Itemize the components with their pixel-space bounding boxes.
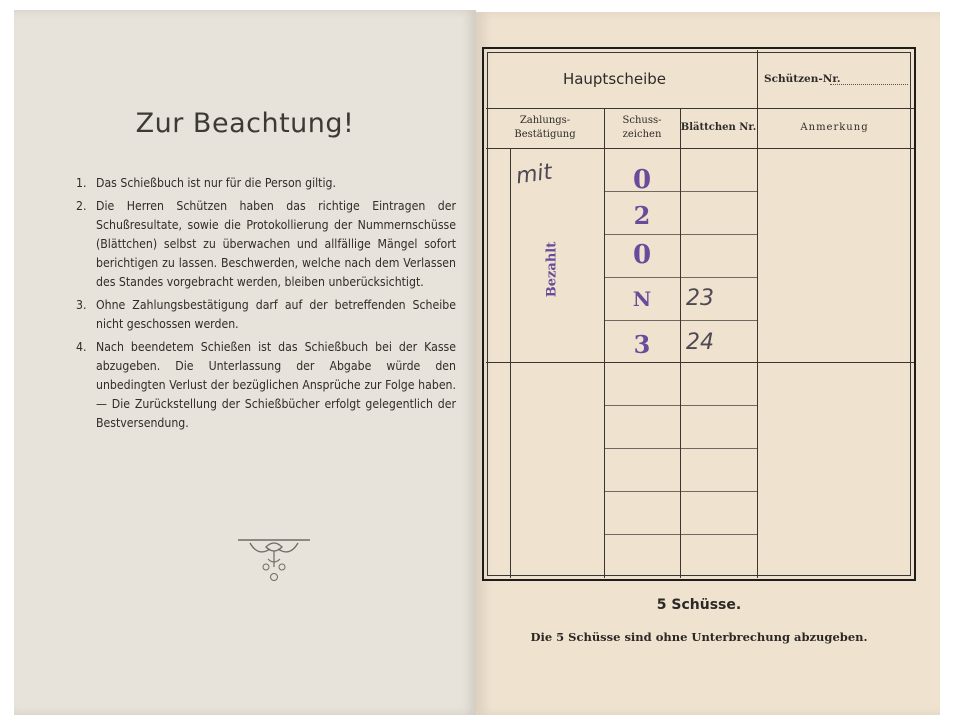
- rule-item: 1. Das Schießbuch ist nur für die Person giltig.: [76, 176, 336, 190]
- footer-title: 5 Schüsse.: [656, 597, 742, 613]
- rule-text: Das Schießbuch ist nur für die Person giltig.: [96, 176, 336, 190]
- divider-line: [486, 362, 914, 363]
- rule-item: 4. Nach beendetem Schießen ist das Schießbuch bei der Kasse abzugeben. Die Unterlassung der Abgabe würde den unbedingten Verlust der bezüglichen Ansprüche zur Folge haben. — Die Zurückstellung der Schießbücher erfolgt gelegentlich der Bestversendung.: [76, 340, 456, 430]
- row-line: [604, 320, 757, 321]
- divider-line: [486, 148, 914, 149]
- sheet-number: 23: [686, 286, 714, 311]
- rule-text: Die Herren Schützen haben das richtige Eintragen der Schußresultate, sowie die Protokollierung der Nummernschüsse (Blättchen) selbst zu überwachen und allfällige Mängel sofort berichtigen zu lassen. Beschwerden, welche nach dem Verlassen des Standes vorgebracht werden, bleiben unberücksichtigt.: [96, 199, 456, 289]
- rule-item: 2. Die Herren Schützen haben das richtige Eintragen der Schußresultate, sowie die Protokollierung der Nummernschüsse (Blättchen) selbst zu überwachen und allfällige Mängel sofort berichtigen zu lassen. Beschwerden, welche nach dem Verlassen des Standes vorgebracht werden, bleiben unberücksichtigt.: [76, 199, 456, 289]
- sheet-number: 24: [686, 330, 714, 355]
- row-line: [604, 491, 757, 492]
- footer-note: Die 5 Schüsse sind ohne Unterbrechung abzugeben.: [530, 630, 868, 644]
- floral-ornament-icon: [236, 537, 312, 587]
- shooter-no-label: Schützen-Nr.: [764, 73, 841, 85]
- rule-text: Ohne Zahlungsbestätigung darf auf der betreffenden Scheibe nicht geschossen werden.: [96, 298, 456, 331]
- divider-line: [680, 108, 681, 578]
- paid-stamp: Bezahlt: [544, 241, 560, 298]
- payment-handwriting: mit: [514, 159, 554, 190]
- row-line: [604, 277, 757, 278]
- col-header-shots: Schuss- zeichen: [622, 115, 662, 140]
- divider-line: [486, 108, 914, 109]
- shooter-no-blank: [830, 84, 908, 85]
- divider-line: [510, 148, 511, 578]
- col-header-payment: Zahlungs- Bestätigung: [514, 115, 576, 140]
- shot-mark: 2: [633, 201, 651, 230]
- shot-mark: 3: [633, 330, 651, 359]
- left-page: [14, 10, 476, 715]
- form-title: Hauptscheibe: [562, 70, 667, 88]
- rule-item: 3. Ohne Zahlungsbestätigung darf auf der betreffenden Scheibe nicht geschossen werden.: [76, 298, 456, 331]
- divider-line: [757, 148, 758, 578]
- col-header-remark: Anmerkung: [800, 122, 869, 133]
- row-line: [604, 234, 757, 235]
- row-line: [604, 448, 757, 449]
- row-line: [604, 405, 757, 406]
- col-header-sheet-no: Blättchen Nr.: [680, 122, 757, 133]
- row-line: [604, 534, 757, 535]
- rule-text: Nach beendetem Schießen ist das Schießbuch bei der Kasse abzugeben. Die Unterlassung der Abgabe würde den unbedingten Verlust der bezüglichen Ansprüche zur Folge haben. — Die Zurückstellung der Schießbücher erfolgt gelegentlich der Bestversendung.: [96, 340, 456, 430]
- page-heading: Zur Beachtung!: [135, 108, 355, 139]
- shot-mark: 0: [632, 165, 652, 195]
- shot-mark: 0: [632, 240, 652, 270]
- rules-list: [76, 174, 456, 437]
- shot-mark: N: [632, 287, 652, 311]
